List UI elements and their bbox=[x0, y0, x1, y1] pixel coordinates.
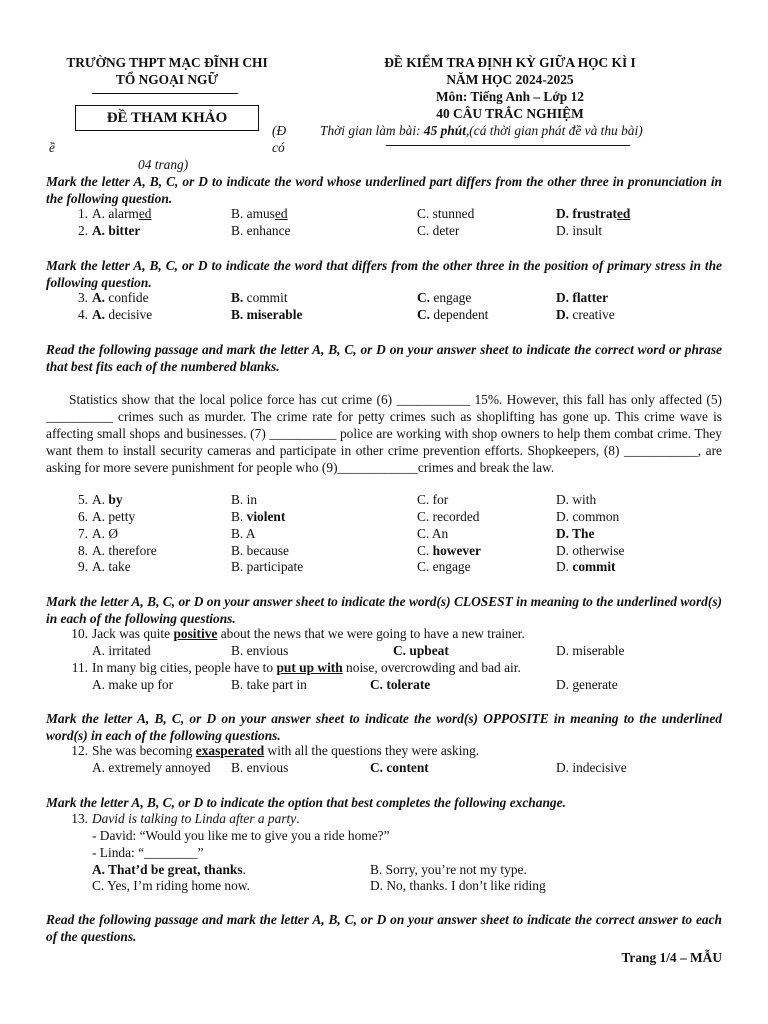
option-b: B. violent bbox=[231, 509, 286, 524]
question-number: 13. bbox=[71, 811, 88, 826]
option-a: A. by bbox=[92, 492, 123, 507]
question-4 bbox=[0, 307, 768, 324]
section-2-instruction: Mark the letter A, B, C, or D to indicate the word that differs from the other three in the position of primary stress in the following question. bbox=[46, 258, 722, 290]
option-c: C. recorded bbox=[417, 509, 480, 524]
question-number: 12. bbox=[71, 743, 88, 758]
school-year: NĂM HỌC 2024-2025 bbox=[446, 72, 574, 87]
page-footer: Trang 1/4 – MẪU bbox=[621, 950, 722, 965]
school-name: TRƯỜNG THPT MẠC ĐĨNH CHI bbox=[66, 55, 268, 70]
question-number: 7. bbox=[77, 526, 88, 541]
question-count: 40 CÂU TRẮC NGHIỆM bbox=[436, 106, 584, 121]
question-13-options-1 bbox=[0, 862, 768, 879]
question-number: 5. bbox=[77, 492, 88, 507]
question-13-context bbox=[0, 811, 768, 828]
section-3-instruction: Read the following passage and mark the letter A, B, C, or D on your answer sheet to indicate the correct word or phrase that best fits each of the numbered blanks. bbox=[46, 342, 722, 374]
pages-note-a: (Đ bbox=[272, 123, 287, 138]
option-a: A. alarmed bbox=[92, 206, 152, 221]
option-c: C. however bbox=[417, 543, 481, 558]
question-number: 11. bbox=[71, 660, 88, 675]
pages-note-c: có bbox=[272, 140, 285, 155]
question-5 bbox=[0, 492, 768, 509]
reference-box: ĐỀ THAM KHẢO bbox=[75, 105, 259, 131]
question-13-options-2 bbox=[0, 878, 768, 895]
section-4-instruction: Mark the letter A, B, C, or D on your answer sheet to indicate the word(s) CLOSEST in meaning to the underlined word(s) in each of the following questions. bbox=[46, 594, 722, 626]
option-b: B. miserable bbox=[231, 307, 303, 322]
option-d: D. indecisive bbox=[556, 760, 627, 775]
exam-title: ĐỀ KIỂM TRA ĐỊNH KỲ GIỮA HỌC KÌ I bbox=[384, 55, 636, 70]
option-d: D. insult bbox=[556, 223, 603, 238]
option-c: C. for bbox=[417, 492, 449, 507]
option-b: B. A bbox=[231, 526, 256, 541]
option-b: B. amused bbox=[231, 206, 288, 221]
option-d: D. frustrated bbox=[556, 206, 631, 221]
question-number: 6. bbox=[77, 509, 88, 524]
option-b: B. participate bbox=[231, 559, 304, 574]
option-d: D. otherwise bbox=[556, 543, 625, 558]
question-8 bbox=[0, 543, 768, 560]
option-b: B. commit bbox=[231, 290, 288, 305]
dialogue-line-1 bbox=[0, 828, 768, 845]
option-d: D. miserable bbox=[556, 643, 625, 658]
question-7 bbox=[0, 526, 768, 543]
option-b: B. envious bbox=[231, 760, 289, 775]
subject-line: Môn: Tiếng Anh – Lớp 12 bbox=[436, 89, 584, 104]
option-a: A. extremely annoyed bbox=[92, 760, 211, 775]
question-number: 1. bbox=[77, 206, 88, 221]
option-b: B. Sorry, you’re not my type. bbox=[370, 862, 527, 877]
option-c: C. upbeat bbox=[393, 643, 449, 658]
option-a: A. confide bbox=[92, 290, 149, 305]
option-a: A. Ø bbox=[92, 526, 119, 541]
question-text: Jack was quite positive about the news that we were going to have a new trainer. bbox=[92, 626, 525, 641]
question-number: 9. bbox=[77, 559, 88, 574]
option-d: D. generate bbox=[556, 677, 618, 692]
question-11-stem bbox=[0, 660, 768, 677]
time-note: ,(cá thời gian phát đề và thu bài) bbox=[465, 123, 643, 138]
question-11-options bbox=[0, 677, 768, 694]
option-d: D. commit bbox=[556, 559, 616, 574]
question-10-stem bbox=[0, 626, 768, 643]
section-1-instruction: Mark the letter A, B, C, or D to indicate the word whose underlined part differs from the other three in pronunciation in the following question. bbox=[46, 174, 722, 206]
option-a: A. bitter bbox=[92, 223, 141, 238]
option-b: B. in bbox=[231, 492, 258, 507]
question-12-stem bbox=[0, 743, 768, 760]
question-6 bbox=[0, 509, 768, 526]
option-a: A. irritated bbox=[92, 643, 151, 658]
pages-note-b: ề bbox=[49, 140, 55, 155]
question-text: In many big cities, people have to put up with noise, overcrowding and bad air. bbox=[92, 660, 521, 675]
dialogue-text: - Linda: “________” bbox=[92, 845, 204, 860]
option-c: C. stunned bbox=[417, 206, 475, 221]
question-3 bbox=[0, 290, 768, 307]
question-number: 3. bbox=[77, 290, 88, 305]
time-label: Thời gian làm bài: bbox=[320, 123, 424, 138]
option-c: C. Yes, I’m riding home now. bbox=[92, 878, 250, 893]
option-a: A. decisive bbox=[92, 307, 153, 322]
question-number: 4. bbox=[77, 307, 88, 322]
question-9 bbox=[0, 559, 768, 576]
time-value: 45 phút bbox=[423, 123, 466, 138]
dialogue-line-2 bbox=[0, 845, 768, 862]
question-number: 8. bbox=[77, 543, 88, 558]
option-d: D. common bbox=[556, 509, 620, 524]
question-text: She was becoming exasperated with all the questions they were asking. bbox=[92, 743, 480, 758]
option-c: C. content bbox=[370, 760, 429, 775]
section-6-instruction: Mark the letter A, B, C, or D to indicate the option that best completes the following exchange. bbox=[46, 795, 566, 810]
pages-note-d: 04 trang) bbox=[138, 157, 189, 172]
header-rule-right bbox=[386, 145, 630, 146]
option-a: A. make up for bbox=[92, 677, 174, 692]
question-10-options bbox=[0, 643, 768, 660]
option-d: D. creative bbox=[556, 307, 615, 322]
option-a: A. petty bbox=[92, 509, 136, 524]
option-d: D. with bbox=[556, 492, 597, 507]
passage-1: Statistics show that the local police force has cut crime (6) ___________ 15%. However, this fall has only affected (5) __________ crimes such as murder. The crime rate for petty crimes such as shoplifting has gone up. This crime wave is affecting small shops and businesses. (7) __________ police are working with shop owners to help them combat crime. They want them to install security cameras and participate in other crime prevention efforts. Shopkeepers, (8) ___________, are asking for more severe punishment for people who (9)____________crimes and break the law. bbox=[46, 392, 722, 475]
option-c: C. dependent bbox=[417, 307, 489, 322]
option-d: D. The bbox=[556, 526, 595, 541]
option-b: B. envious bbox=[231, 643, 289, 658]
option-d: D. No, thanks. I don’t like riding bbox=[370, 878, 546, 893]
option-b: B. enhance bbox=[231, 223, 291, 238]
option-c: C. tolerate bbox=[370, 677, 431, 692]
option-a: A. therefore bbox=[92, 543, 157, 558]
dialogue-text: - David: “Would you like me to give you a ride home?” bbox=[92, 828, 390, 843]
option-a: A. take bbox=[92, 559, 131, 574]
option-c: C. deter bbox=[417, 223, 460, 238]
option-d: D. flatter bbox=[556, 290, 609, 305]
question-number: 2. bbox=[77, 223, 88, 238]
question-1 bbox=[0, 206, 768, 223]
department-name: TỔ NGOẠI NGỮ bbox=[115, 72, 219, 87]
option-c: C. engage bbox=[417, 559, 471, 574]
question-12-options bbox=[0, 760, 768, 777]
option-c: C. An bbox=[417, 526, 449, 541]
option-b: B. take part in bbox=[231, 677, 307, 692]
section-5-instruction: Mark the letter A, B, C, or D on your answer sheet to indicate the word(s) OPPOSITE in meaning to the underlined word(s) in each of the following questions. bbox=[46, 711, 722, 743]
section-7-instruction: Read the following passage and mark the letter A, B, C, or D on your answer sheet to indicate the correct answer to each of the questions. bbox=[46, 912, 722, 944]
time-line bbox=[320, 123, 643, 139]
header-rule-left bbox=[92, 93, 238, 94]
question-number: 10. bbox=[71, 626, 88, 641]
option-a: A. That’d be great, thanks. bbox=[92, 862, 246, 877]
question-text: David is talking to Linda after a party. bbox=[92, 811, 300, 826]
question-2 bbox=[0, 223, 768, 240]
option-c: C. engage bbox=[417, 290, 472, 305]
option-b: B. because bbox=[231, 543, 290, 558]
